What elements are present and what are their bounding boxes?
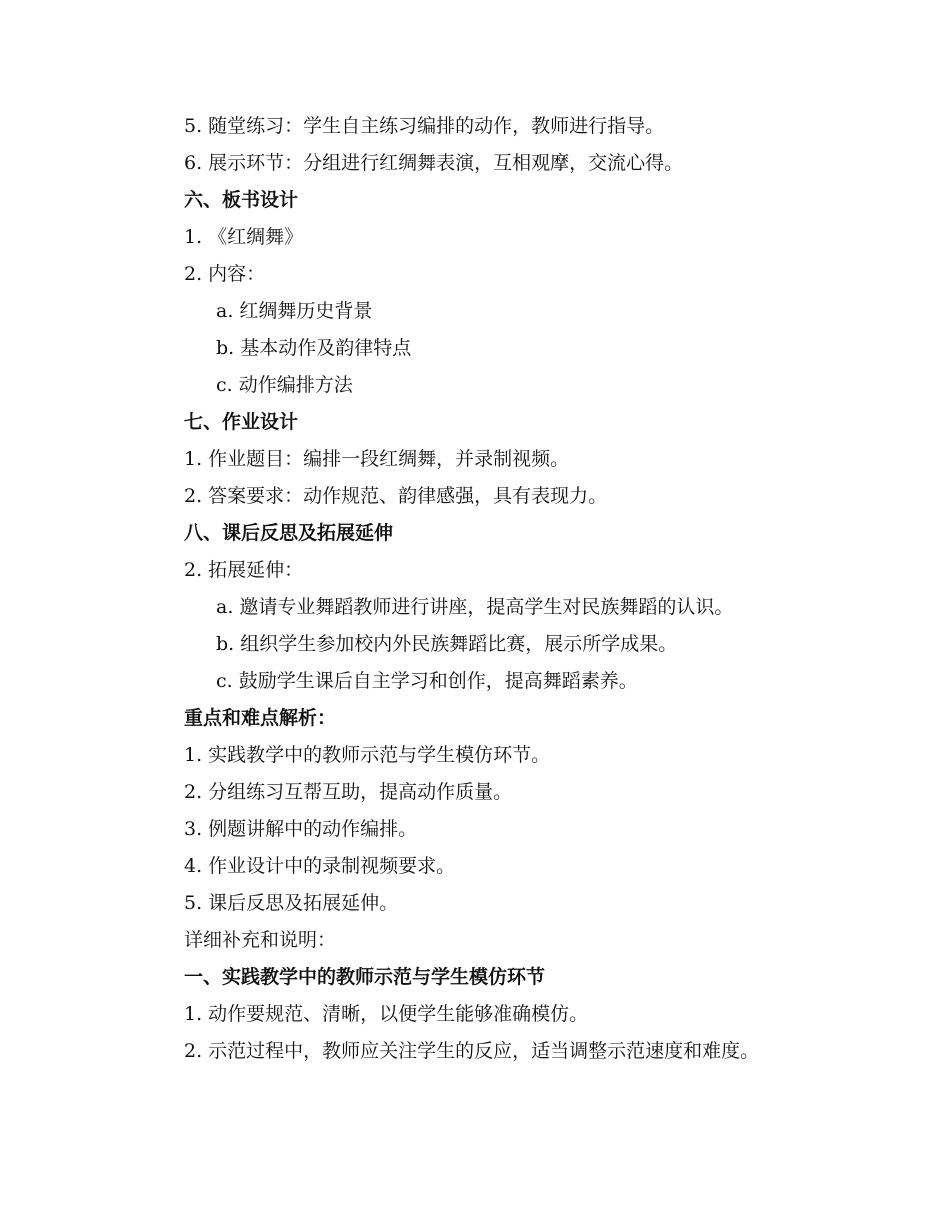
list-item: 1. 《红绸舞》 — [184, 226, 304, 248]
sub-list-item: b. 基本动作及韵律特点 — [216, 337, 412, 359]
list-item: 5. 课后反思及拓展延伸。 — [184, 892, 399, 914]
sub-list-item: b. 组织学生参加校内外民族舞蹈比赛，展示所学成果。 — [216, 633, 678, 655]
sub-list-item: c. 动作编排方法 — [216, 374, 353, 396]
list-item: 1. 作业题目：编排一段红绸舞，并录制视频。 — [184, 448, 570, 470]
section-heading: 重点和难点解析： — [184, 707, 337, 729]
list-item: 6. 展示环节：分组进行红绸舞表演，互相观摩，交流心得。 — [184, 152, 684, 174]
list-item: 2. 内容： — [184, 263, 266, 285]
section-heading: 八、课后反思及拓展延伸 — [184, 522, 394, 544]
list-item: 5. 随堂练习：学生自主练习编排的动作，教师进行指导。 — [184, 115, 665, 137]
sub-list-item: c. 鼓励学生课后自主学习和创作，提高舞蹈素养。 — [216, 670, 638, 692]
sub-list-item: a. 邀请专业舞蹈教师进行讲座，提高学生对民族舞蹈的认识。 — [216, 596, 734, 618]
section-heading: 七、作业设计 — [184, 411, 299, 433]
list-item: 1. 实践教学中的教师示范与学生模仿环节。 — [184, 744, 551, 766]
list-item: 3. 例题讲解中的动作编排。 — [184, 818, 418, 840]
list-item: 2. 拓展延伸： — [184, 559, 304, 581]
list-item: 1. 动作要规范、清晰，以便学生能够准确模仿。 — [184, 1003, 589, 1025]
section-heading: 一、实践教学中的教师示范与学生模仿环节 — [184, 966, 546, 988]
list-item: 2. 答案要求：动作规范、韵律感强，具有表现力。 — [184, 485, 608, 507]
list-item: 2. 分组练习互帮互助，提高动作质量。 — [184, 781, 513, 803]
list-item: 4. 作业设计中的录制视频要求。 — [184, 855, 456, 877]
sub-list-item: a. 红绸舞历史背景 — [216, 300, 373, 322]
paragraph-wrapped: 2. 示范过程中，教师应关注学生的反应，适当调整示范速度和难度。 — [184, 1040, 760, 1062]
section-heading: 六、板书设计 — [184, 189, 299, 211]
paragraph: 详细补充和说明： — [184, 929, 337, 951]
document-body — [140, 108, 820, 1070]
